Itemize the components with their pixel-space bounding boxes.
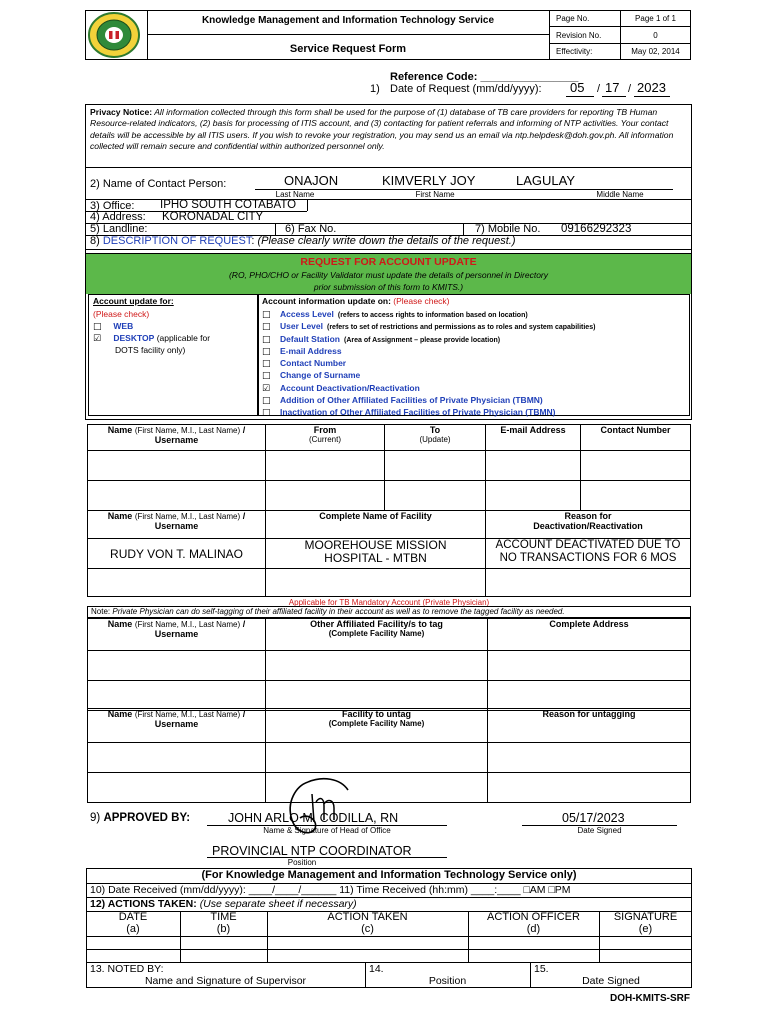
t1-to-sub: (Update) [419, 435, 451, 444]
table-row [88, 651, 691, 681]
t3-address: Complete Address [549, 619, 629, 629]
n15-label: 15. [534, 963, 549, 975]
account-info-item[interactable] [262, 333, 688, 345]
account-info-note: (Area of Assignment – please provide location) [343, 336, 501, 344]
description-num: 8) [90, 235, 100, 247]
t1-from-sub: (Current) [308, 435, 341, 444]
account-info-label: User Level [280, 321, 323, 332]
tbmn-note [87, 606, 691, 618]
action-col-header [180, 911, 267, 935]
address-label: 4) Address: [90, 211, 146, 223]
account-info-item[interactable] [262, 382, 688, 394]
first-name-caption: First Name [415, 190, 455, 199]
approved-by-row [90, 812, 190, 824]
table-deactivation [87, 510, 691, 597]
t1-from: From [313, 425, 337, 435]
middle-name-caption: Middle Name [596, 190, 644, 199]
account-info-checkbox[interactable]: □ [262, 371, 271, 382]
account-info-label: E-mail Address [280, 345, 342, 356]
t2-slash: / [242, 511, 246, 521]
approver-position: PROVINCIAL NTP COORDINATOR [212, 844, 412, 858]
account-info-list [262, 308, 688, 419]
request-banner-subtitle-1: (RO, PHO/CHO or Facility Validator must update the details of personnel in Directory [228, 270, 549, 280]
account-info-label: Change of Surname [280, 370, 361, 381]
account-info-checkbox[interactable]: □ [262, 408, 271, 419]
privacy-label: Privacy Notice: [90, 107, 153, 117]
account-info-item[interactable] [262, 369, 688, 381]
request-banner-title: REQUEST FOR ACCOUNT UPDATE [300, 256, 477, 268]
account-info-note: (refers to set of restrictions and permissions as to roles and system capabilities) [327, 324, 596, 332]
deactivation-facility-2: HOSPITAL - MTBN [324, 551, 427, 565]
action-col-title: TIME [210, 911, 237, 923]
action-col-letter: (e) [638, 923, 653, 935]
t4-slash: / [242, 709, 246, 719]
deactivation-name: RUDY VON T. MALINAO [110, 546, 243, 561]
update-for-web[interactable] [93, 321, 133, 332]
landline-label: 5) Landline: [90, 223, 148, 235]
account-info-label: Access Level [280, 309, 334, 319]
web-label: WEB [113, 321, 134, 331]
action-col-letter: (d) [526, 923, 541, 935]
approval-date-caption: Date Signed [577, 826, 622, 835]
account-info-label: Addition of Other Affiliated Facilities of Private Physician (TBMN) [280, 395, 543, 406]
t1-email: E-mail Address [500, 425, 566, 435]
effectivity-value: May 02, 2014 [631, 47, 680, 56]
t3-username: Username [154, 629, 199, 639]
account-info-checkbox[interactable]: □ [262, 322, 271, 333]
account-info-checkbox[interactable]: □ [262, 310, 271, 320]
table-row [88, 773, 691, 803]
account-info-item[interactable] [262, 406, 688, 418]
deactivation-reason-2: NO TRANSACTIONS FOR 6 MOS [499, 552, 677, 564]
t3-slash: / [242, 619, 246, 629]
approver-name-caption: Name & Signature of Head of Office [263, 826, 391, 835]
t2-facility: Complete Name of Facility [319, 511, 432, 521]
position-caption: Position [428, 975, 467, 987]
action-col-title: SIGNATURE [613, 911, 678, 923]
table-row [88, 481, 691, 511]
account-info-title: Account information update on: [262, 296, 391, 306]
approval-num: 9) [90, 812, 101, 824]
desktop-label: DESKTOP [113, 333, 155, 343]
deactivation-reason-1: ACCOUNT DEACTIVATED DUE TO [495, 539, 681, 551]
account-update-for-check: (Please check) [93, 309, 150, 319]
desktop-note: (applicable for [156, 333, 211, 343]
revision-label: Revision No. [556, 31, 602, 40]
action-col-header [86, 911, 180, 935]
revision-value: 0 [653, 31, 658, 40]
action-col-title: ACTION TAKEN [327, 911, 408, 923]
date-request-month: 05 [570, 80, 585, 95]
t2-name-small: (First Name, M.I., Last Name) [134, 512, 241, 521]
supervisor-caption: Name and Signature of Supervisor [144, 975, 307, 987]
action-col-header [267, 911, 468, 935]
approval-label: APPROVED BY: [103, 812, 191, 824]
t3-name-small: (First Name, M.I., Last Name) [134, 620, 241, 629]
t4-facility: Facility to untag [341, 709, 411, 719]
deactivation-facility-1: MOOREHOUSE MISSION [304, 538, 447, 552]
date-signed-caption: Date Signed [582, 975, 640, 987]
t4-facility-sub: (Complete Facility Name) [328, 719, 425, 728]
mobile-value: 09166292323 [561, 223, 632, 235]
last-name-caption: Last Name [275, 190, 315, 199]
date-sep-2: / [628, 83, 632, 95]
approval-date: 05/17/2023 [562, 811, 625, 825]
desktop-note-2: DOTS facility only) [115, 345, 186, 355]
description-line [90, 235, 516, 247]
date-request-label: Date of Request (mm/dd/yyyy): [390, 83, 542, 95]
actions-taken-line [90, 898, 357, 910]
account-info-checkbox[interactable]: □ [262, 346, 271, 357]
table-row [88, 451, 691, 481]
t2-reason: Reason for [564, 511, 612, 521]
action-col-header [468, 911, 599, 935]
t4-name-small: (First Name, M.I., Last Name) [134, 710, 241, 719]
account-info-item[interactable] [262, 320, 688, 332]
account-info-note: (refers to access rights to information based on location) [337, 312, 528, 319]
date-request-year: 2023 [637, 80, 666, 95]
account-info-label: Inactivation of Other Affiliated Facilities of Private Physician (TBMN) [280, 407, 556, 418]
t2-username: Username [154, 521, 199, 531]
web-checkbox[interactable]: □ [93, 322, 102, 332]
account-info-header [262, 296, 450, 306]
mobile-label: 7) Mobile No. [475, 223, 541, 235]
t1-slash: / [242, 425, 246, 435]
privacy-notice [90, 107, 688, 153]
description-instruction: (Please clearly write down the details of the request.) [257, 235, 516, 247]
t2-name-label: Name [107, 511, 133, 521]
account-info-item[interactable] [262, 345, 688, 357]
tbmn-title: Applicable for TB Mandatory Account (Private Physician) [288, 598, 490, 607]
privacy-text: All information collected through this form shall be used for the purpose of (1) database of TB care providers for reporting TB Human Resource-related indicators, (2) basis for processing of ITIS account, and (3) contacting for patient referrals and informing of NTP activities. Your contact details will be accessible by all ITIS users. If you wish to revoke your registration, you may send us an email via ntp.helpdesk@doh.gov.ph. All information collected will remain secure and confidential within authorized personnel only. [90, 107, 674, 152]
desktop-checkbox[interactable]: ☑ [93, 334, 102, 344]
agency-name: Knowledge Management and Information Technology Service [201, 15, 495, 26]
action-col-letter: (c) [361, 923, 374, 935]
form-code: DOH-KMITS-SRF [610, 993, 690, 1004]
contact-first-name: KIMVERLY JOY [382, 173, 476, 188]
t4-username: Username [154, 719, 199, 729]
t3-facility-sub: (Complete Facility Name) [328, 629, 425, 638]
account-info-item[interactable] [262, 308, 688, 320]
address-value: KORONADAL CITY [162, 211, 264, 223]
action-col-title: ACTION OFFICER [487, 911, 580, 923]
page-no-label: Page No. [556, 14, 590, 23]
action-col-title: DATE [118, 911, 148, 923]
approver-name: JOHN ARLO M. CODILLA, RN [228, 811, 399, 825]
reference-code-label: Reference Code: ________________ [390, 71, 579, 83]
t4-name-label: Name [107, 709, 133, 719]
t1-to: To [429, 425, 441, 435]
t4-reason: Reason for untagging [542, 709, 636, 719]
account-update-for-title: Account update for: [93, 296, 174, 306]
action-col-header [599, 911, 692, 935]
contact-last-name: ONAJON [284, 173, 339, 188]
account-info-item[interactable] [262, 394, 688, 406]
t2-reason-2: Deactivation/Reactivation [533, 521, 643, 531]
account-info-checkbox[interactable]: □ [262, 396, 271, 407]
t1-username: Username [154, 435, 199, 445]
table-row [88, 539, 691, 569]
account-info-label: Account Deactivation/Reactivation [280, 382, 420, 393]
t1-name-label: Name [107, 425, 133, 435]
action-col-letter: (b) [216, 923, 231, 935]
tbmn-note-label: Note: [91, 607, 111, 616]
description-label: DESCRIPTION OF REQUEST [102, 235, 252, 247]
table-tag-facility [87, 618, 691, 711]
office-label: 3) Office: [90, 200, 135, 212]
effectivity-label: Effectivity: [556, 47, 593, 56]
account-info-label: Default Station [280, 333, 340, 344]
date-request-num: 1) [370, 83, 380, 95]
t1-name-small: (First Name, M.I., Last Name) [134, 426, 241, 435]
page-no-value: Page 1 of 1 [635, 14, 676, 23]
form-title: Service Request Form [289, 43, 407, 55]
account-info-item[interactable] [262, 357, 688, 369]
n14-label: 14. [369, 963, 384, 975]
office-value: IPHO SOUTH COTABATO [160, 199, 297, 211]
approver-position-caption: Position [287, 858, 317, 867]
t3-facility: Other Affiliated Facility/s to tag [310, 619, 443, 629]
fax-label: 6) Fax No. [285, 223, 337, 235]
noted-by-label: 13. NOTED BY: [90, 963, 164, 975]
description-colon: : [251, 235, 255, 247]
account-info-checkbox[interactable]: □ [262, 359, 271, 370]
table-row [88, 569, 691, 597]
tbmn-note-text: Private Physician can do self-tagging of their affiliated facility in their account as well as to remove the tagged facility as needed. [112, 607, 565, 616]
table-untag-facility [87, 708, 691, 803]
actions-taken-note: (Use separate sheet if necessary) [199, 898, 357, 910]
action-col-letter: (a) [126, 923, 140, 935]
kmits-received-line: 10) Date Received (mm/dd/yyyy): ____/____/______ 11) Time Received (hh:mm) ____:____ □AM □PM [90, 884, 571, 896]
contact-middle-name: LAGULAY [516, 173, 576, 188]
contact-label: 2) Name of Contact Person: [90, 178, 227, 190]
date-sep-1: / [597, 83, 601, 95]
kmits-title: (For Knowledge Management and Information Technology Service only) [201, 869, 577, 881]
table-row [88, 743, 691, 773]
t3-name-label: Name [107, 619, 133, 629]
actions-taken-label: 12) ACTIONS TAKEN: [90, 898, 197, 910]
date-request-day: 17 [605, 80, 620, 95]
table-update-details [87, 424, 691, 511]
account-info-checkbox[interactable]: ☑ [262, 383, 271, 394]
update-for-desktop[interactable] [93, 333, 210, 344]
request-banner-subtitle-2: prior submission of this form to KMITS.) [313, 282, 464, 292]
account-info-check: (Please check) [393, 296, 450, 306]
account-info-label: Contact Number [280, 358, 347, 369]
account-info-checkbox[interactable]: □ [262, 334, 271, 345]
table-row [88, 681, 691, 711]
t1-contact: Contact Number [600, 425, 671, 435]
